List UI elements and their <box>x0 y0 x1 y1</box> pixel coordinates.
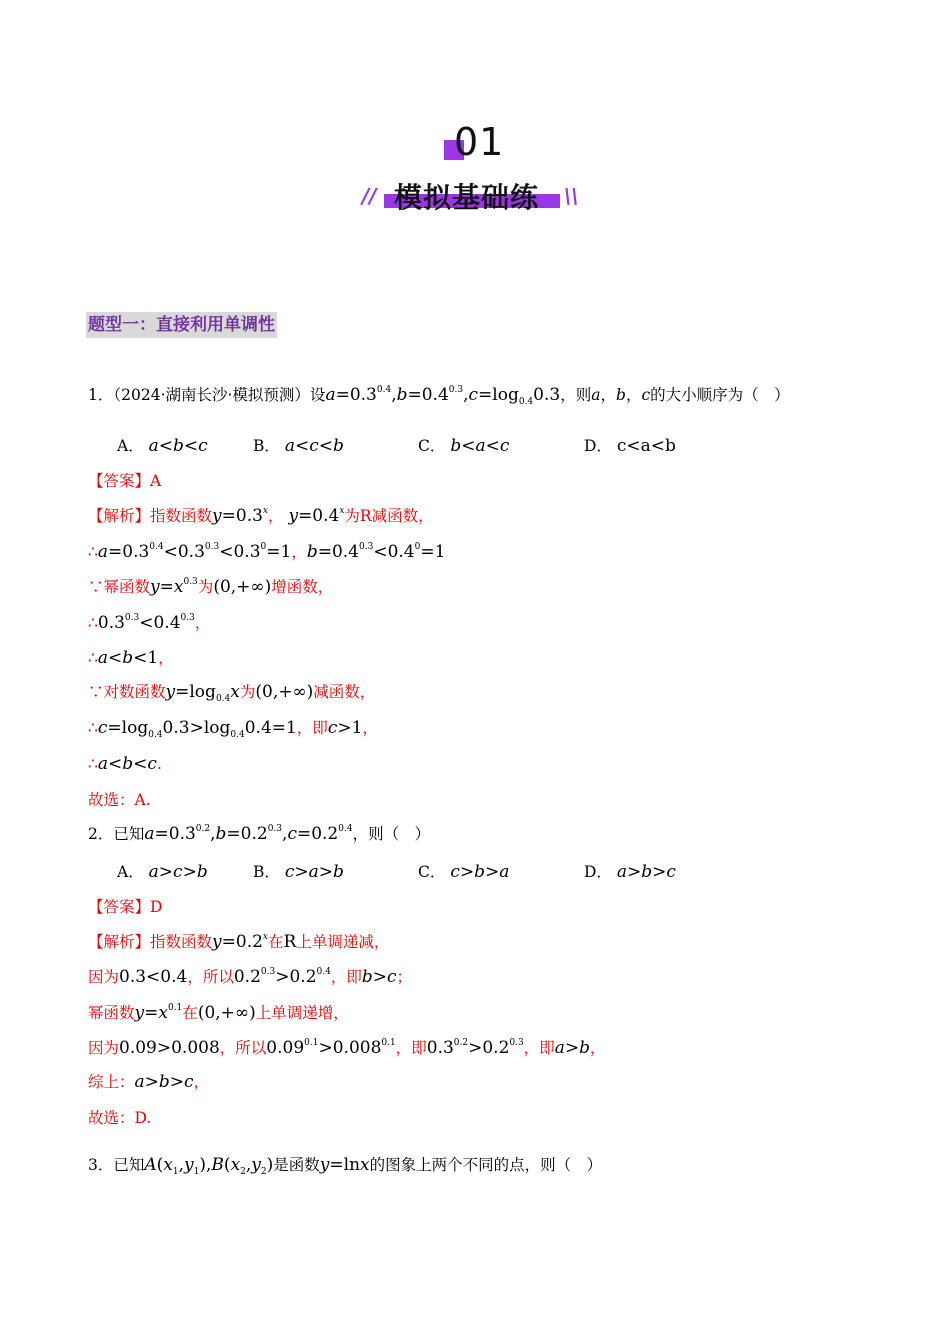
q1-analysis-6: ∵对数函数$y=\log_{0.4}x$为(0,+∞)减函数， <box>88 682 376 704</box>
q2-analysis-4: 因为0.09>0.008，所以$0.09^{0.1}>0.008^{0.1}$，即$0.3^{0.2}>0.2^{0.3}$，即a>b， <box>88 1038 606 1058</box>
chapter-title: 模拟基础练 <box>394 181 540 214</box>
q1-answer: 【答案】A <box>88 472 162 490</box>
q1-analysis-5: ∴a<b<1， <box>88 648 174 668</box>
q1-choose: 故选：A. <box>88 791 151 809</box>
q2-option-d: D． a>b>c <box>584 862 676 882</box>
slash-right-icon: \\ <box>564 184 579 208</box>
q1-option-c: C． b<a<c <box>418 436 510 456</box>
section-heading: 题型一：直接利用单调性 <box>86 312 277 338</box>
q2-analysis-2: 因为0.3<0.4，所以$0.2^{0.3}>0.2^{0.4}$，即b>c； <box>88 967 413 987</box>
q1-analysis-1: 【解析】指数函数$y=0.3^x$， $y=0.4^x$为R减函数， <box>88 506 434 526</box>
q2-analysis-5: 综上：a>b>c， <box>88 1072 210 1092</box>
chapter-number: 01 <box>454 120 505 164</box>
q2-answer: 【答案】D <box>88 898 163 916</box>
q2-option-a: A． a>c>b <box>117 862 208 882</box>
q1-analysis-8: ∴a<b<c. <box>88 754 162 774</box>
slash-left-icon: // <box>362 184 377 208</box>
question-1-stem: 1．（2024·湖南长沙·模拟预测）设$a=0.3^{0.4},b=0.4^{0.3},c=\log_{0.4}0.3$，则a，b，c的大小顺序为（ ） <box>88 385 790 407</box>
q2-option-c: C． c>b>a <box>418 862 510 882</box>
question-2-stem: 2．已知$a=0.3^{0.2},b=0.2^{0.3},c=0.2^{0.4}$，则（ ） <box>88 824 431 844</box>
question-3-stem: 3．已知$A(x_1,y_1),B(x_2,y_2)$是函数y=lnx的图象上两个不同的点，则（ ） <box>88 1155 603 1177</box>
q2-analysis-1: 【解析】指数函数$y=0.2^x$在R上单调递减， <box>88 932 390 952</box>
q1-analysis-7: $\therefore c=\log_{0.4}0.3>\log_{0.4}0.4=1$，即c>1， <box>88 718 378 740</box>
q1-analysis-3: ∵幂函数$y=x^{0.3}$为(0,+∞)增函数， <box>88 577 334 597</box>
chapter-number-badge <box>442 120 505 166</box>
q1-analysis-4: $\therefore 0.3^{0.3}<0.4^{0.3}$， <box>88 613 211 633</box>
q1-option-b: B． a<c<b <box>253 436 344 456</box>
q2-analysis-3: 幂函数$y=x^{0.1}$在(0,+∞)上单调递增， <box>88 1003 349 1023</box>
q1-option-d: D． c<a<b <box>584 436 676 456</box>
q2-option-b: B． c>a>b <box>253 862 344 882</box>
chapter-title-banner <box>362 176 582 212</box>
q2-choose: 故选：D. <box>88 1109 152 1127</box>
q1-option-a: A． a<b<c <box>117 436 208 456</box>
q1-analysis-2: $\therefore a=0.3^{0.4}<0.3^{0.3}<0.3^0=1$，$b=0.4^{0.3}<0.4^0=1$ <box>88 542 446 562</box>
